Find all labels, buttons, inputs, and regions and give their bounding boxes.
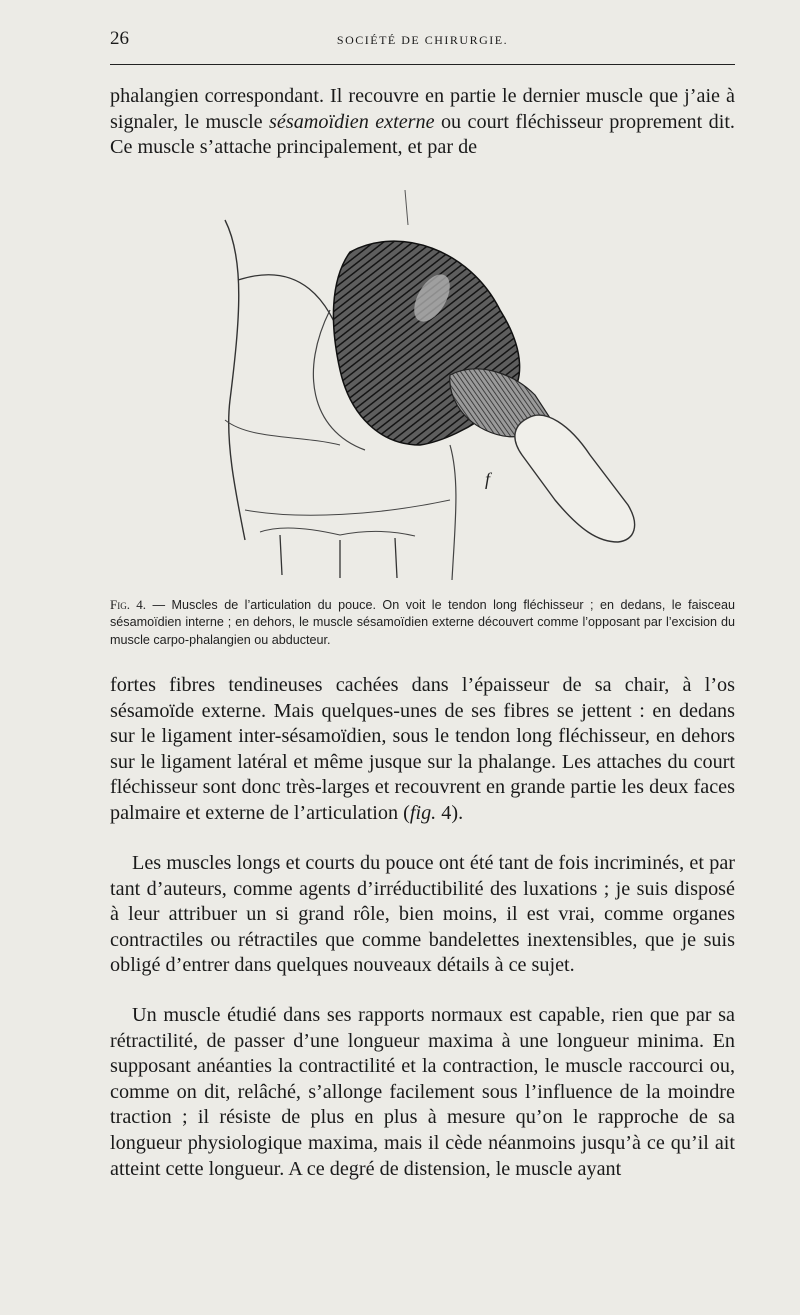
muscle-name-italic: sésamoïdien externe xyxy=(269,110,435,133)
tendon-cord xyxy=(450,445,456,580)
figure-caption-text: — Muscles de l’articulation du pouce. On voit le tendon long fléchisseur ; en dedans, le faisceau sésamoïdien interne ; en dehors, le muscle sésamoïdien externe découvert comme l’opposant par l’excision du muscle carpo-phalangien ou abducteur. xyxy=(110,598,735,647)
finger-lines xyxy=(280,535,397,578)
paragraph-1-text-a: phalangien correspondant. Il recouvre en partie le dernier muscle que j’aie à signaler, le muscle xyxy=(110,85,735,133)
paragraph-3: Les muscles longs et courts du pouce ont été tant de fois incriminés, et par tant d’auteurs, comme agents d’irréductibilité des luxations ; je suis disposé à leur attribuer un si grand rôle, bien moins, il est vrai, comme organes contractiles ou rétractiles que comme bandelettes inextensibles, que je suis obligé d’entrer dans quelques nouveaux détails à ce sujet. xyxy=(110,852,735,977)
figure-label-f: f xyxy=(485,469,491,489)
figure-caption xyxy=(110,596,735,649)
header-rule xyxy=(110,64,735,65)
paragraph-4: Un muscle étudié dans ses rapports normaux est capable, rien que par sa rétractilité, de passer d’une longueur maxima à une longueur minima. En supposant anéanties la contractilité et la contraction, le muscle raccourci ou, comme on dit, relâché, s’allonge facilement sous l’influence de la moindre traction ; il résiste de plus en plus à mesure qu’on le rapproche de sa longueur physiologique maxima, mais il cède néanmoins jusqu’à ce qu’il ait atteint cette longueur. A ce degré de distension, le muscle ayant xyxy=(110,1004,735,1180)
page-header xyxy=(110,28,735,54)
paragraph-1-text-b: ou court fléchisseur proprement dit. Ce muscle s’attache principalement, et par de xyxy=(110,110,735,159)
paragraph-2 xyxy=(110,673,735,827)
thumb-phalanx xyxy=(515,415,635,542)
paragraph-2-text-a: fortes fibres tendineuses cachées dans l’épaisseur de sa chair, à l’os sésamoïde externe. Mais quelques-unes de ses fibres se jettent : en dedans sur le ligament inter-sésamoïdien, sous le tendon long fléchisseur, en dehors sur le ligament latéral et même jusque sur la phalange. Les attaches du court fléchisseur sont donc très-larges et recouvrent en grande partie les deux faces palmaire et externe de l’articulation ( xyxy=(110,674,735,824)
running-title: SOCIÉTÉ DE CHIRURGIE. xyxy=(336,33,509,47)
figure-reference-italic: fig. xyxy=(409,801,437,824)
figure-caption-label: Fig. 4. xyxy=(110,597,146,612)
hand-outline xyxy=(225,220,245,540)
page-number: 26 xyxy=(110,28,129,49)
finger-tops xyxy=(260,528,415,536)
paragraph-1 xyxy=(110,84,735,161)
vertical-line xyxy=(405,190,408,225)
skin-flap-bottom xyxy=(245,500,450,515)
paragraph-2-text-b: 4). xyxy=(436,801,464,824)
anatomical-figure-thumb-muscles xyxy=(150,180,710,585)
skin-flap-left xyxy=(225,420,340,445)
